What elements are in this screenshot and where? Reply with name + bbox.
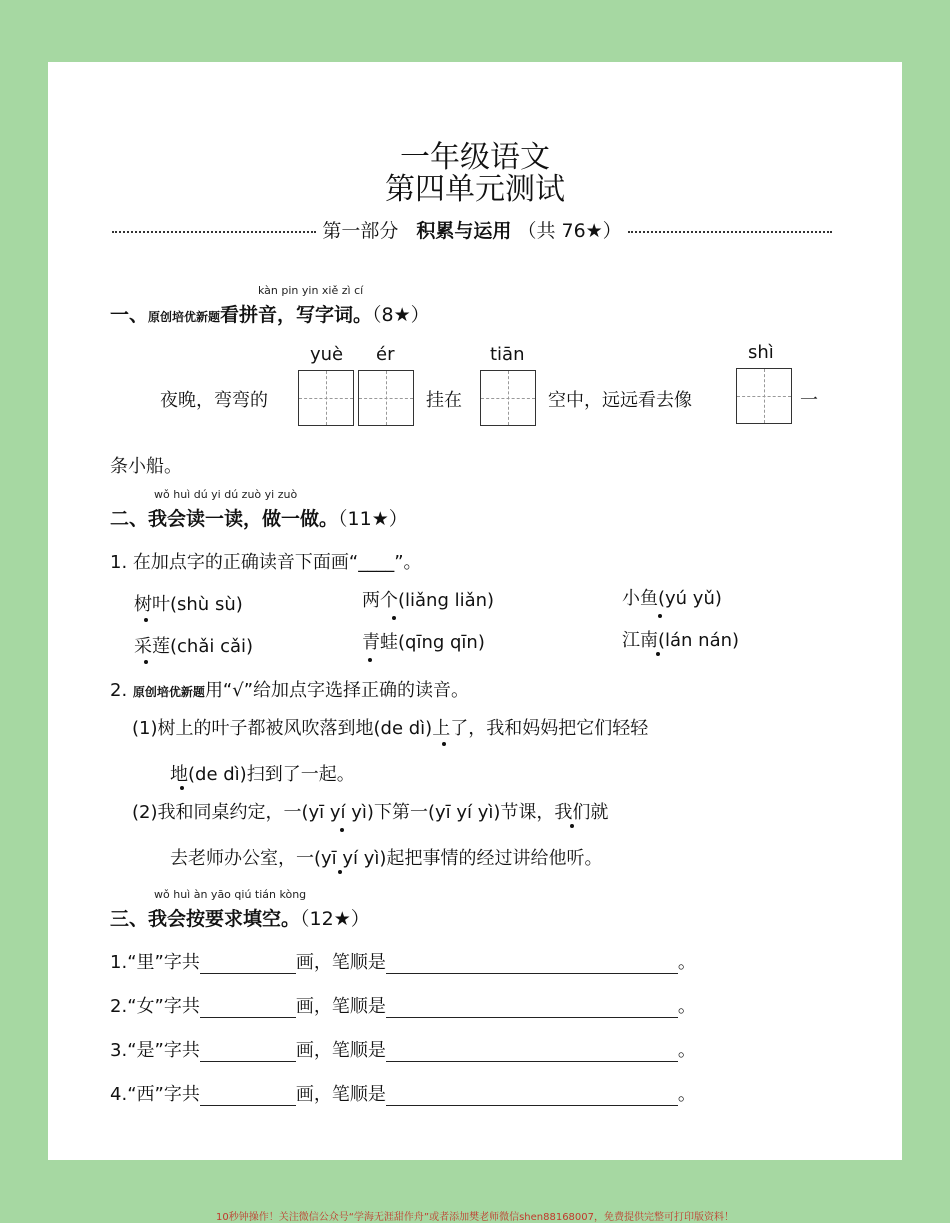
section2-pinyin: wǒ huì dú yi dú zuò yi zuò [154,488,298,501]
emphasis-dot [368,658,372,662]
stroke-count-blank[interactable] [200,1087,296,1106]
question-2-2 [110,676,469,702]
emphasis-dot [338,870,342,874]
emphasis-dot [570,824,574,828]
emphasis-dot [442,742,446,746]
fill-row-number: 3. [110,1040,128,1061]
stroke-order-blank[interactable] [386,999,678,1018]
fill-row-char: “是”字共 [127,1040,200,1061]
section3-heading [110,904,370,931]
part-label: 第一部分 [322,220,399,242]
fill-row-end: 。 [677,1084,696,1105]
fill-row-2 [110,992,696,1018]
emphasis-dot [144,618,148,622]
fill-row-number: 2. [110,996,128,1017]
section1-heading [110,300,430,327]
stroke-count-blank[interactable] [200,1043,296,1062]
section1-score: （8★） [372,304,430,326]
original-tag: 原创培优新题 [148,310,221,324]
passage-1-line2: 地(de dì)扫到了一起。 [170,764,355,785]
sentence-part4: 一 [800,390,818,411]
part-header [112,216,832,243]
sentence-part3: 空中，远远看去像 [548,390,692,411]
reading-item-shuye[interactable]: 树叶(shù sù) [134,594,243,615]
section2-title: 我会读一读，做一做。 [148,508,339,530]
section3-pinyin: wǒ huì àn yāo qiú tián kòng [154,888,307,901]
part-name: 积累与运用 [416,220,512,242]
stroke-order-blank[interactable] [386,955,678,974]
emphasis-dot [392,616,396,620]
fill-row-end: 。 [677,1040,696,1061]
footer-promo-text: 10秒钟操作！关注微信公众号“学海无涯甜作舟”或者添加樊老师微信shen88168007，免费提供完整可打印版资料！ [215,1212,735,1223]
question-2-1: 1. 在加点字的正确读音下面画“____”。 [110,552,422,573]
dotted-leader-right [628,231,832,233]
stroke-order-blank[interactable] [386,1043,678,1062]
reading-item-jiangnan[interactable]: 江南(lán nán) [622,630,740,651]
question-2-2-text: 用“√”给加点字选择正确的读音。 [204,680,470,701]
section3-title: 我会按要求填空。 [148,908,301,930]
pinyin-shi: shì [748,342,774,363]
emphasis-dot [658,614,662,618]
emphasis-dot [656,652,660,656]
passage-1-line1: (1)树上的叶子都被风吹落到地(de dì)上了，我和妈妈把它们轻轻 [132,718,649,739]
passage-2-line2: 去老师办公室，一(yī yí yì)起把事情的经过讲给他听。 [170,848,603,869]
part-score: （共 76★） [517,220,622,242]
fill-row-hua: 画，笔顺是 [295,952,386,973]
fill-row-1 [110,948,696,974]
fill-row-char: “西”字共 [127,1084,200,1105]
section3-score: （12★） [300,908,370,930]
write-box-shi[interactable] [736,368,792,424]
fill-row-end: 。 [677,952,696,973]
sentence-part5: 条小船。 [110,456,182,477]
question-2-2-number: 2. [110,680,128,701]
pinyin-yue: yuè [310,344,344,365]
reading-item-cailian[interactable]: 采莲(chǎi cǎi) [134,636,254,657]
pinyin-er: ér [376,344,395,365]
reading-item-xiaoyu[interactable]: 小鱼(yú yǔ) [622,588,722,609]
sentence-part2: 挂在 [426,390,462,411]
section1-pinyin: kàn pin yin xiě zì cí [258,284,364,297]
fill-row-end: 。 [677,996,696,1017]
title-grade: 一年级语文 [400,140,550,175]
fill-row-number: 4. [110,1084,128,1105]
sentence-part1: 夜晚，弯弯的 [160,390,268,411]
write-box-er[interactable] [358,370,414,426]
section2-heading [110,504,408,531]
section1-number: 一、 [110,304,149,326]
section2-number: 二、 [110,508,149,530]
fill-row-hua: 画，笔顺是 [295,996,386,1017]
write-box-yue[interactable] [298,370,354,426]
pinyin-tian: tiān [490,344,525,365]
fill-row-char: “女”字共 [127,996,200,1017]
part-heading [316,216,627,243]
stroke-count-blank[interactable] [200,955,296,974]
reading-item-liangge[interactable]: 两个(liǎng liǎn) [362,590,495,611]
fill-row-hua: 画，笔顺是 [295,1084,386,1105]
stroke-order-blank[interactable] [386,1087,678,1106]
original-tag-2: 原创培优新题 [132,685,205,699]
reading-item-qingwa[interactable]: 青蛙(qīng qīn) [362,632,485,653]
fill-row-3 [110,1036,696,1062]
dotted-leader-left [112,231,316,233]
stroke-count-blank[interactable] [200,999,296,1018]
passage-2-line1: (2)我和同桌约定，一(yī yí yì)下第一(yī yí yì)节课，我们就 [132,802,609,823]
fill-row-4 [110,1080,696,1106]
fill-row-hua: 画，笔顺是 [295,1040,386,1061]
fill-row-char: “里”字共 [127,952,200,973]
emphasis-dot [144,660,148,664]
title-unit-test: 第四单元测试 [385,172,565,207]
section1-title: 看拼音，写字词。 [220,304,373,326]
emphasis-dot [180,786,184,790]
section3-number: 三、 [110,908,149,930]
worksheet-page [48,62,902,1160]
emphasis-dot [340,828,344,832]
fill-row-number: 1. [110,952,128,973]
section2-score: （11★） [338,508,408,530]
write-box-tian[interactable] [480,370,536,426]
